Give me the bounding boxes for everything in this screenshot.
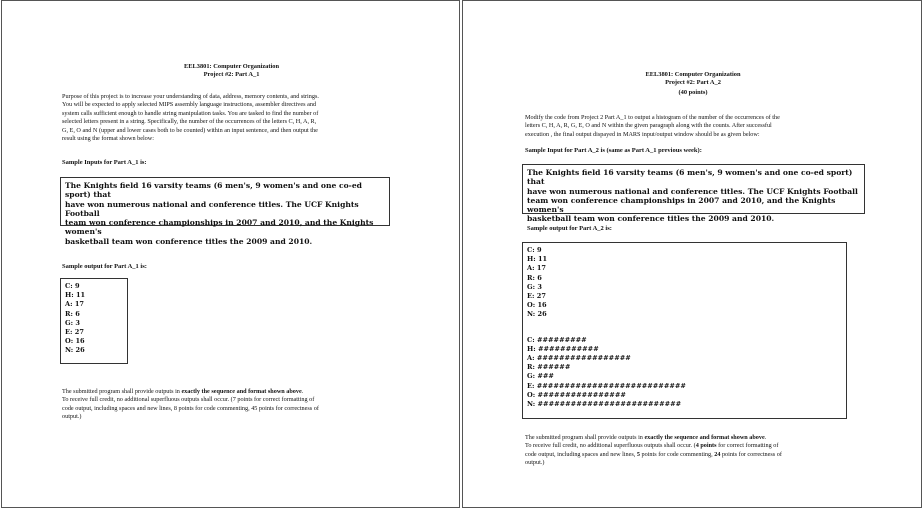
intro-line: You will be expected to apply selected MIPS assembly language instructions, assembler directives and [62,101,317,109]
count-line: N: 26 [527,310,547,319]
output-line: N: 26 [65,346,85,355]
sample-input-line: basketball team won conference titles the 2009 and 2010. [527,214,775,224]
sample-output-box [60,278,128,364]
intro-line: selected letters present in a string. Specifically, the number of the occurrences of the letters C, H, A, R, [62,118,317,126]
sample-output-heading: Sample output for Part A_2 is: [527,225,612,232]
output-line: A: 17 [65,300,85,309]
document-page-left [1,0,460,508]
histogram-line: O: ################ [527,390,626,399]
intro-line: execution , the final output dispayed in MARS input/output window should be as given below: [525,130,760,138]
count-line: E: 27 [527,292,546,301]
footer-paragraph [525,434,870,468]
footer-line: code output, including spaces and new lines, 5 points for code commenting, 24 points for correctness of [525,450,782,458]
sample-input-line: basketball team won conference titles the 2009 and 2010. [65,236,313,246]
sample-input-line: team won conference championships in 2007 and 2010, and the Knights women's [65,218,374,237]
histogram-line: H: ########### [527,344,599,353]
sample-input-line: have won numerous national and conference titles. The UCF Knights Football [527,186,858,196]
footer-line: output.) [62,413,82,421]
footer-line: code output, including spaces and new lines, 8 points for code commenting, 45 points for correctness of [62,404,319,412]
footer-line: To receive full credit, no additional superfluous outputs shall occur. (7 points for correct formatting of [62,396,315,404]
histogram-line: C: ######### [527,335,587,344]
histogram-line: G: ### [527,372,554,381]
page-title: EEL3801: Computer Organization [645,71,741,78]
intro-line: G, E, O and N (upper and lower cases both to be counted) within an input sentence, and then output the [62,126,318,134]
output-line: H: 11 [65,291,86,300]
sample-input-line: have won numerous national and conference titles. The UCF Knights Football [65,199,359,218]
count-line: O: 16 [527,301,547,310]
footer-paragraph [62,388,407,422]
count-line: A: 17 [527,264,547,273]
output-line: R: 6 [65,309,80,318]
output-line: G: 3 [65,318,80,327]
footer-line: output.) [525,459,545,467]
footer-line: To receive full credit, no additional superfluous outputs shall occur. (4 points for correct formatting of [525,442,779,450]
histogram-line: N: ########################## [527,400,682,409]
footer-line: The submitted program shall provide outputs in exactly the sequence and format shown above. [525,434,767,441]
intro-line: result using the format shown below: [62,135,154,143]
output-line: O: 16 [65,337,85,346]
count-line: G: 3 [527,282,542,291]
output-line: E: 27 [65,328,84,337]
count-line: R: 6 [527,273,542,282]
sample-input-line: The Knights field 16 varsity teams (6 men's, 9 women's and one co-ed sport) that [527,168,853,187]
sample-input-line: The Knights field 16 varsity teams (6 men's, 9 women's and one co-ed sport) that [65,181,362,200]
count-line: C: 9 [527,246,542,254]
sample-input-line: team won conference championships in 2007 and 2010, and the Knights women's [527,195,836,215]
intro-line: system calls sufficient enough to handle string manipulation tasks. You are tasked to find the number of [62,109,319,117]
intro-line: letters C, H, A, R, G, E, O and N within the given paragraph along with the counts. After successful [525,122,772,130]
output-line: C: 9 [65,282,80,290]
sample-output-box [522,242,847,419]
page-title: EEL3801: Computer Organization [183,63,280,70]
intro-paragraph [525,114,870,139]
spacer [527,320,842,336]
document-page-right [462,0,922,508]
footer-line: The submitted program shall provide outputs in exactly the sequence and format shown above. [62,388,304,395]
points-label: (40 points) [678,89,708,96]
intro-line: Purpose of this project is to increase your understanding of data, address, memory contents, and strings. [62,93,319,100]
histogram-line: R: ###### [527,363,571,372]
sample-input-heading: Sample Input for Part A_2 is (same as Part A_1 previous week): [525,147,702,154]
intro-paragraph [62,93,402,143]
count-line: H: 11 [527,255,548,264]
sample-output-heading: Sample output for Part A_1 is: [62,263,147,270]
sample-inputs-heading: Sample Inputs for Part A_1 is: [62,159,147,166]
histogram-line: E: ########################### [527,381,686,390]
histogram-line: A: ################# [527,354,631,363]
intro-line: Modify the code from Project 2 Part A_1 to output a histogram of the number of the occurrences of the [525,114,780,121]
page-subtitle: Project #2: Part A_2 [665,79,721,86]
sample-input-box [522,164,865,224]
page-subtitle: Project #2: Part A_1 [203,71,260,78]
sample-input-box [60,177,390,246]
